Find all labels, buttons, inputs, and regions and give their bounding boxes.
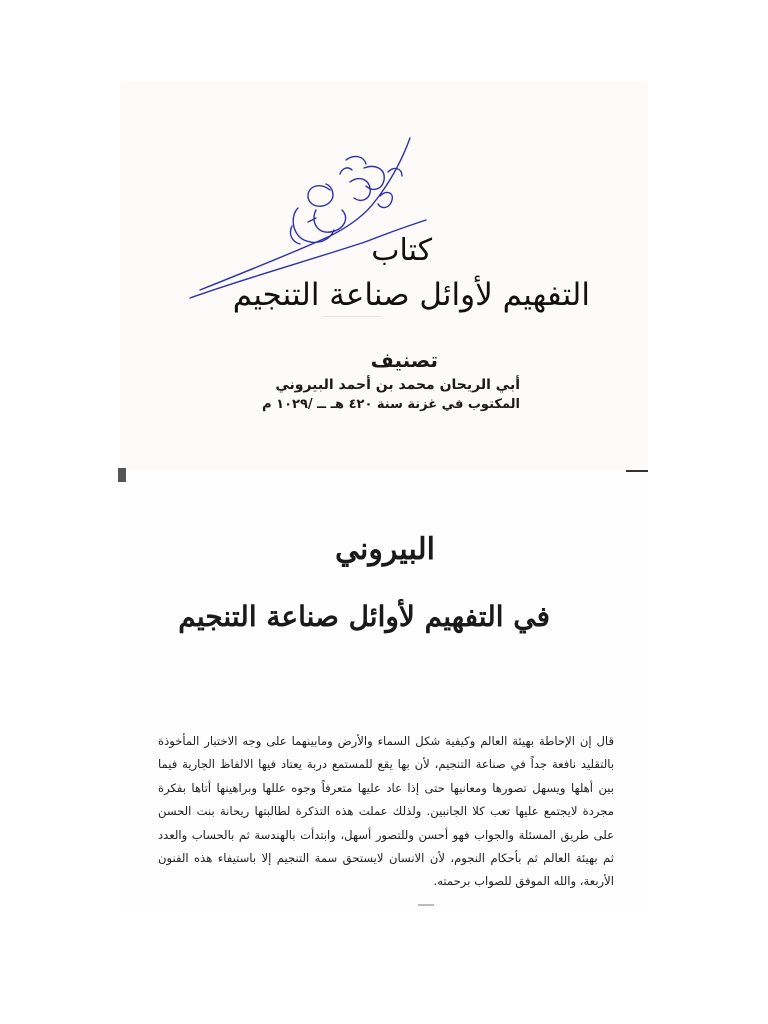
page-edge-mark-left [118, 468, 126, 482]
faint-mark [322, 316, 382, 317]
author-name: أبي الريحان محمد بن أحمد البيروني [275, 377, 520, 393]
body-paragraph-text: قال إن الإحاطة بهيئة العالم وكيفية شكل السماء والأرض ومابينهما على وجه الاختبار المأخوذة بالتقليد نافعة جداً في صناعة التنجيم، لأن بها يقع للمستمع دربة يعتاد فيها الالفاظ الجارية فيما بين أهلها ويسهل تصورها ومعانيها حتى إذا عاد عليها متعرفاً وجوه عللها وبراهينها أتاها بفكرة مجردة لايجتمع عليها تعب كلا الجانبين. ولذلك عملت هذه التذكرة لطالبتها ريحانة بنت الحسن على طريق المسئلة والجواب فهو أحسن وللتصور أسهل، وابتدأت بالهندسة ثم بالحساب والعدد ثم بهيئة العالم ثم بأحكام النجوم، لأن الانسان لايستحق سمة التنجيم إلا باستيفاء هذه الفنون الأربعة، والله الموفق للصواب برحمته. [158, 734, 614, 889]
scan-speck [418, 904, 434, 906]
book-label: كتاب [371, 233, 432, 268]
written-place-date: المكتوب في غزنة سنة ٤٢٠ هـ ــ /١٠٢٩ م [262, 397, 520, 412]
composition-label: تصنيف [370, 348, 438, 372]
decorative-author-heading: البيروني [335, 532, 435, 567]
page-edge-mark-right [626, 470, 648, 472]
body-paragraph [158, 730, 614, 894]
decorative-title-heading: في التفهيم لأوائل صناعة التنجيم [178, 600, 550, 633]
book-title: التفهيم لأوائل صناعة التنجيم [232, 277, 590, 313]
